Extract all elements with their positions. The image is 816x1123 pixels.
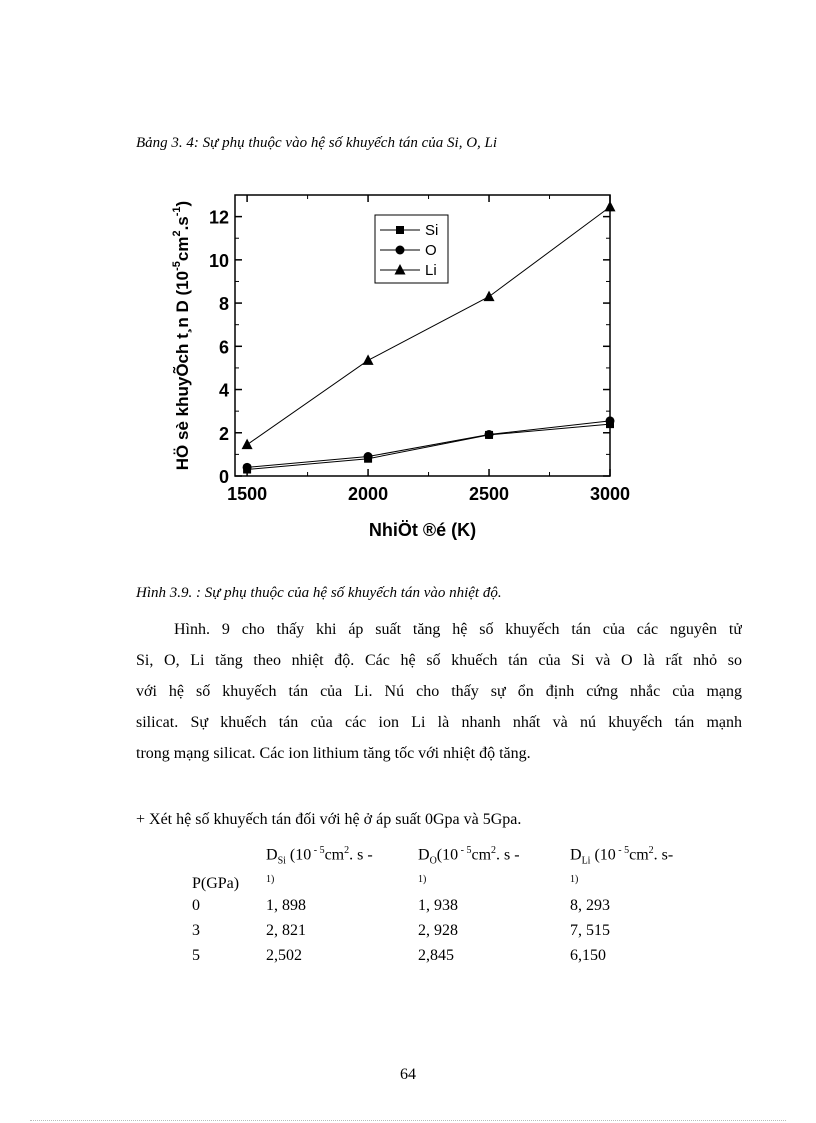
paragraph-line: trong mạng silicat. Các ion lithium tăng tốc với nhiệt độ tăng. bbox=[136, 745, 531, 762]
y-tick-label: 8 bbox=[218, 294, 229, 315]
cell-d-li: 8, 293 bbox=[570, 896, 610, 914]
legend-label: O bbox=[425, 242, 437, 259]
figure-caption: Hình 3.9. : Sự phụ thuộc của hệ số khuyếch tán vào nhiệt độ. bbox=[136, 585, 502, 601]
paragraph-line: Si, O, Li tăng theo nhiệt độ. Các hệ số khuếch tán của Si và O là rất nhỏ so bbox=[136, 652, 742, 669]
header-pressure: P(GPa) bbox=[192, 874, 240, 892]
y-tick-label: 0 bbox=[218, 467, 229, 487]
y-axis-label: HÖ sè khuyÕch t¸n D $(10^{-5}cm^2.s^{-1})$ bbox=[171, 200, 192, 471]
series-line-o bbox=[247, 421, 610, 467]
x-tick-label: 3000 bbox=[589, 484, 630, 504]
cell-d-si: 2,502 bbox=[266, 946, 302, 964]
paragraph-line: silicat. Sự khuếch tán của các ion Li là nhanh nhất và nú khuyếch tán mạnh bbox=[136, 714, 742, 731]
y-tick-label: 10 bbox=[208, 250, 229, 271]
cell-d-li: 7, 515 bbox=[570, 921, 610, 939]
diffusion-chart bbox=[150, 178, 630, 558]
legend-label: Li bbox=[425, 262, 437, 279]
data-point-li bbox=[484, 291, 495, 302]
body-paragraph bbox=[136, 614, 742, 769]
cell-d-o: 1, 938 bbox=[418, 896, 458, 914]
cell-pressure: 0 bbox=[192, 896, 200, 914]
cell-d-si: 2, 821 bbox=[266, 921, 306, 939]
note-line: + Xét hệ số khuyếch tán đối với hệ ở áp suất 0Gpa và 5Gpa. bbox=[136, 811, 522, 828]
data-point-li bbox=[605, 201, 616, 212]
paragraph-line: với hệ số khuyếch tán của Li. Nú cho thấy sự ổn định cứng nhắc của mạng bbox=[136, 683, 742, 700]
chart-legend bbox=[375, 215, 448, 283]
data-point-o bbox=[364, 452, 373, 461]
table-row bbox=[186, 943, 716, 968]
table-row bbox=[186, 893, 716, 918]
cell-d-o: 2,845 bbox=[418, 946, 454, 964]
cell-pressure: 5 bbox=[192, 946, 200, 964]
x-tick-label: 2500 bbox=[469, 484, 510, 504]
legend-marker-o bbox=[396, 246, 405, 255]
y-tick-label: 2 bbox=[218, 423, 229, 444]
header-d-si: $D_{Si}$ (10 $^{- 5}cm^2$. s - $^{1)}$ bbox=[266, 845, 373, 885]
y-tick-label: 6 bbox=[218, 337, 229, 358]
data-point-li bbox=[363, 354, 374, 365]
cell-pressure: 3 bbox=[192, 921, 200, 939]
cell-d-o: 2, 928 bbox=[418, 921, 458, 939]
legend-label: Si bbox=[425, 222, 439, 239]
x-axis-label: NhiÖt ®é (K) bbox=[368, 520, 477, 540]
x-tick-label: 1500 bbox=[227, 484, 268, 504]
header-d-li: $D_{Li}$ (10 $^{- 5}cm^2$. s- $^{1)}$ bbox=[570, 845, 674, 885]
data-point-o bbox=[485, 430, 494, 439]
data-point-li bbox=[242, 439, 253, 450]
cell-d-li: 6,150 bbox=[570, 946, 606, 964]
table-caption: Bảng 3. 4: Sự phụ thuộc vào hệ số khuyếch tán của Si, O, Li bbox=[136, 135, 498, 151]
data-point-o bbox=[606, 416, 615, 425]
y-tick-label: 12 bbox=[208, 207, 229, 228]
table-row bbox=[186, 918, 716, 943]
paragraph-line: Hình. 9 cho thấy khi áp suất tăng hệ số khuyếch tán của các nguyên tử bbox=[174, 621, 742, 638]
page-number: 64 bbox=[400, 1066, 416, 1083]
legend-marker-si bbox=[396, 226, 404, 234]
data-point-o bbox=[243, 463, 252, 472]
diffusion-table bbox=[186, 842, 716, 968]
y-tick-label: 4 bbox=[218, 380, 229, 401]
header-d-o: $D_O(10$ $^{- 5}cm^2$. s - $^{1)}$ bbox=[418, 845, 520, 885]
cell-d-si: 1, 898 bbox=[266, 896, 306, 914]
page-bottom-rule bbox=[30, 1120, 786, 1121]
x-tick-label: 2000 bbox=[348, 484, 389, 504]
table-header-row bbox=[186, 842, 716, 893]
